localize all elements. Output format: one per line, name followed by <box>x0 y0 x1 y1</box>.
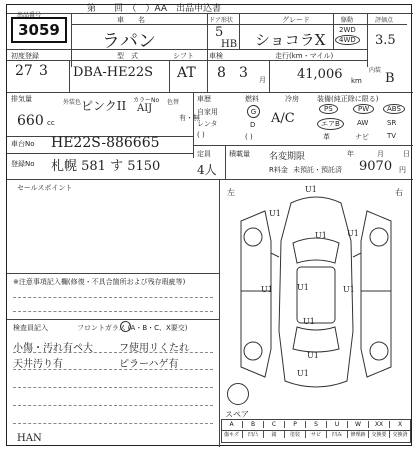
color-change-value: 有・無 <box>179 114 200 122</box>
chassis-value: HE22S-886665 <box>51 135 160 151</box>
reg-month: 3 <box>39 63 48 79</box>
use-option-1: 自家用 <box>197 108 218 116</box>
diagram-mark-9: U1 <box>307 351 319 360</box>
equip-abs: ABS <box>383 104 405 114</box>
auction-sheet <box>6 4 412 446</box>
name-expiry-month: 月 <box>377 150 384 158</box>
right-side-label: 右 <box>395 188 403 197</box>
name-expiry-day: 日 <box>403 150 410 158</box>
fuel-label: 燃料 <box>245 95 259 103</box>
inspection-month: 3 <box>239 65 248 81</box>
color-code: AIJ <box>137 103 153 114</box>
inspector-note-4: ピラーハゲ有 <box>119 359 179 370</box>
inspector-signature: HAN <box>17 433 42 444</box>
drive-label: 駆動 <box>341 17 354 24</box>
capacity-value: 4人 <box>197 163 217 177</box>
capacity-label: 定員 <box>197 150 211 158</box>
color-change-label: 色替 <box>167 99 180 106</box>
interior-label: 内装 <box>369 67 382 74</box>
recycle-amount: 9070 <box>359 159 393 174</box>
legend-sub-b: 凹凸 <box>242 431 263 438</box>
shift-label: シフト <box>173 52 194 60</box>
sheet-title: 第 回 （ ）AA 出品申込書 <box>87 4 222 14</box>
left-side-label: 左 <box>227 188 235 197</box>
load-label: 積載量 <box>229 150 250 158</box>
equip-navi: ナビ <box>355 133 369 141</box>
legend-head-p: P <box>284 421 305 428</box>
rating-label: 評価点 <box>375 17 394 24</box>
model-label: 型 式 <box>117 52 138 60</box>
diagram-mark-7: U1 <box>343 285 355 294</box>
inspector-note-2: フ使用リくたれ <box>119 343 189 354</box>
legend-sub-c: 錆 <box>263 431 284 438</box>
glass-label: フロントガラス (A・B・C、X要交) <box>77 324 188 332</box>
diagram-mark-8: U1 <box>303 317 315 326</box>
legend-head-c: C <box>263 421 284 428</box>
lot-label: 出品番号 <box>17 12 42 19</box>
equip-sr: SR <box>387 119 397 127</box>
legend-head-xx: XX <box>368 421 389 428</box>
inspector-note-1: 小傷・汚れ有ペ大 <box>13 343 93 354</box>
fuel-d: D <box>250 121 256 129</box>
model-code: DBA-HE22S <box>73 65 154 80</box>
recycle-status: 未預託・預託済 <box>293 166 342 174</box>
equip-ps: PS <box>319 104 338 114</box>
legend-head-w: W <box>347 421 368 428</box>
fuel-g: G <box>247 105 260 118</box>
legend-sub-p: 塗装 <box>284 431 305 438</box>
displacement-label: 排気量 <box>11 95 32 103</box>
inspection-year: 8 <box>217 65 226 81</box>
recycle-unit: 円 <box>399 166 406 174</box>
color-label: 外装色 <box>63 99 82 106</box>
equip-tv: TV <box>387 132 397 140</box>
diagram-mark-1: U1 <box>305 185 317 194</box>
recycle-label: R料金 <box>269 166 288 174</box>
diagram-mark-4: U1 <box>347 229 359 238</box>
mileage-value: 41,006 <box>297 67 343 82</box>
inspector-note-3: 天井汚り有 <box>13 359 63 370</box>
displacement-value: 660 <box>17 113 44 129</box>
legend-head-b: B <box>242 421 263 428</box>
legend-sub-xx: 交換要 <box>368 431 389 438</box>
interior-value: B <box>385 71 395 86</box>
lot-number: 3059 <box>11 17 67 43</box>
glass-grade-circle <box>120 321 131 332</box>
color-value: ピンクII <box>81 99 127 113</box>
reg-year: 27 <box>15 63 33 79</box>
fuel-other: ( ) <box>245 133 253 141</box>
inspection-unit: 月 <box>259 76 266 84</box>
mileage-unit: km <box>351 77 362 85</box>
diagram-mark-10: U1 <box>297 369 309 378</box>
equipment-label: 装備(純正除に限る) <box>317 95 379 103</box>
doors-value: 5 <box>215 25 224 40</box>
legend-sub-u: 凹み <box>326 431 347 438</box>
ac-value: A/C <box>271 111 295 126</box>
use-option-2: レンタ <box>197 120 218 128</box>
plate-value: 札幌 581 す 5150 <box>51 159 161 174</box>
shift-value: AT <box>177 65 196 81</box>
doors-label: ドア形状 <box>209 17 233 24</box>
inspector-label: 検査員記入 <box>13 324 48 332</box>
spare-label: スペア <box>225 410 249 419</box>
ac-label: 冷房 <box>285 95 299 103</box>
grade-value: ショコラX <box>255 31 326 49</box>
equip-aw: AW <box>357 119 369 127</box>
legend-sub-x: 交換済 <box>389 431 410 438</box>
plate-label: 登録No <box>11 160 35 168</box>
legend-sub-s: サビ <box>305 431 326 438</box>
legend-head-u: U <box>326 421 347 428</box>
sales-point-label: セールスポイント <box>17 184 73 192</box>
rating-value: 3.5 <box>375 33 396 48</box>
diagram-mark-2: U1 <box>269 209 281 218</box>
drive-4wd: 4WD <box>335 35 360 45</box>
inspection-label: 車検 <box>209 52 223 60</box>
grade-label: グレード <box>282 16 310 24</box>
displacement-unit: cc <box>47 119 55 127</box>
diagram-mark-5: U1 <box>261 285 273 294</box>
use-option-3: ( ) <box>197 131 205 139</box>
equip-pw: PW <box>353 104 374 114</box>
legend-sub-a: 傷キズ <box>224 432 239 438</box>
legend-head-x: X <box>389 421 410 428</box>
mileage-label: 走行(km・マイル) <box>275 52 334 60</box>
vehicle-diagram <box>221 181 411 399</box>
legend-sub-w: 修理跡 <box>347 431 368 438</box>
equip-airbag: エアB <box>317 118 344 130</box>
drive-2wd: 2WD <box>339 26 356 34</box>
spare-tire-icon <box>227 383 249 405</box>
vehicle-name: ラパン <box>102 31 156 52</box>
use-label: 車歴 <box>197 95 211 103</box>
legend-head-s: S <box>305 421 326 428</box>
diagram-mark-6: U1 <box>297 283 309 292</box>
chassis-label: 車台No <box>11 140 35 148</box>
legend-head-a: A <box>229 421 234 428</box>
color-code-label: カラーNo <box>133 97 160 104</box>
first-reg-label: 初度登録 <box>11 52 39 60</box>
vehicle-name-label: 車 名 <box>117 16 145 24</box>
name-expiry-label: 名変期限 <box>269 152 306 162</box>
body-type: HB <box>221 39 238 50</box>
equip-leather: 革 <box>323 133 330 141</box>
notes-label: ※注意事項記入欄(修復・不具合箇所および残存瑕疵等) <box>13 278 186 286</box>
name-expiry-year: 年 <box>347 150 354 158</box>
diagram-mark-3: U1 <box>315 231 327 240</box>
